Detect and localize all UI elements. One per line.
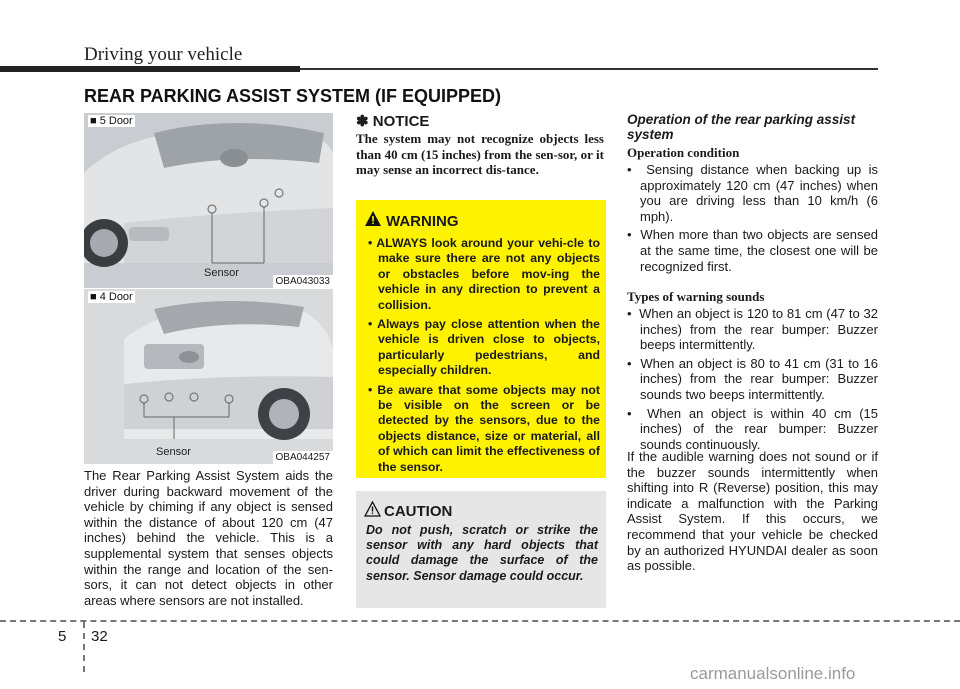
condition-item: • Sensing distance when backing up is approximately 120 cm (47 inches) when you are driving less than 10 km/h (6 mph). <box>627 162 878 224</box>
warning-sounds-list <box>627 306 878 455</box>
footer-page-divider <box>83 622 85 672</box>
chapter-number: 5 <box>58 628 67 645</box>
warning-box <box>356 200 606 478</box>
caution-title: CAUTION <box>384 503 453 520</box>
header-rule-thick <box>0 66 300 72</box>
sensor-label: Sensor <box>156 446 191 458</box>
figure-code: OBA044257 <box>273 451 334 464</box>
warning-sounds-heading: Types of warning sounds <box>627 289 765 304</box>
running-header: Driving your vehicle <box>84 44 243 65</box>
warning-list <box>364 236 600 479</box>
operation-title: Operation of the rear parking assist system <box>627 112 856 142</box>
section-title: REAR PARKING ASSIST SYSTEM (IF EQUIPPED) <box>84 86 502 106</box>
warning-triangle-icon <box>364 210 382 227</box>
sound-item: • When an object is 80 to 41 cm (31 to 16 inches) from the rear bumper: Buzzer sounds two beeps intermittently. <box>627 355 878 402</box>
notice-body: The system may not recognize objects less than 40 cm (15 inches) from the sen-sor, or it may sense an incorrect dis-tance. <box>356 131 604 178</box>
intro-paragraph: The Rear Parking Assist System aids the driver during backward movement of the vehicle by chiming if any object is sensed within the distance of about 120 cm (47 inches) behind the vehicle. This is a supplemental system that senses objects within the range and location of the sen-sors, it can not detect objects in other areas where sensors are not installed. <box>84 468 333 608</box>
warning-item: • Be aware that some objects may not be visible on the screen or be detected by the sensors, due to the objects distance, size or material, all of which can limit the effectiveness of the sensor. <box>368 382 600 474</box>
caution-body: Do not push, scratch or strike the sensor with any hard objects that could damage the surface of the sensor. Sensor damage could occur. <box>366 523 598 583</box>
warning-item: • ALWAYS look around your vehi-cle to make sure there are not any objects or obstacles before mov-ing the vehicle in any direction to prevent a collision. <box>368 236 600 312</box>
operation-condition-list <box>627 162 878 277</box>
page-number: 32 <box>91 628 108 645</box>
figure-tag-5-door: ■ 5 Door <box>90 115 133 127</box>
figure-code: OBA043033 <box>273 275 334 288</box>
sound-item: • When an object is 120 to 81 cm (47 to 32 inches) from the rear bumper: Buzzer beeps intermittently. <box>627 306 878 353</box>
header-rule-thin <box>300 68 878 70</box>
watermark: carmanualsonline.info <box>690 664 856 683</box>
warning-title: WARNING <box>386 213 459 230</box>
caution-triangle-icon <box>364 501 381 517</box>
figure-tag-4-door: ■ 4 Door <box>90 291 133 303</box>
car-5-door-illustration <box>84 113 333 288</box>
figure-4-door <box>84 289 333 464</box>
caution-box <box>356 491 606 608</box>
sensor-label: Sensor <box>204 267 239 279</box>
car-4-door-illustration <box>84 289 333 464</box>
condition-item: • When more than two objects are sensed at the same time, the closest one will be recognized first. <box>627 227 878 274</box>
operation-condition-heading: Operation condition <box>627 145 740 160</box>
figure-5-door <box>84 113 333 288</box>
notice-heading: ✽ NOTICE <box>356 113 430 130</box>
closing-paragraph: If the audible warning does not sound or if the buzzer sounds intermittently when shifting into R (Reverse) position, this may indicate a malfunction with the Parking Assist System. If this occurs, we recommend that your vehicle be checked by an authorized HYUNDAI dealer as soon as possible. <box>627 449 878 574</box>
footer-divider <box>0 620 960 622</box>
sound-item: • When an object is within 40 cm (15 inches) of the rear bumper: Buzzer sounds continuously. <box>627 405 878 452</box>
warning-item: • Always pay close attention when the vehicle is driven close to objects, particularly pedestrians, and especially children. <box>368 317 600 378</box>
